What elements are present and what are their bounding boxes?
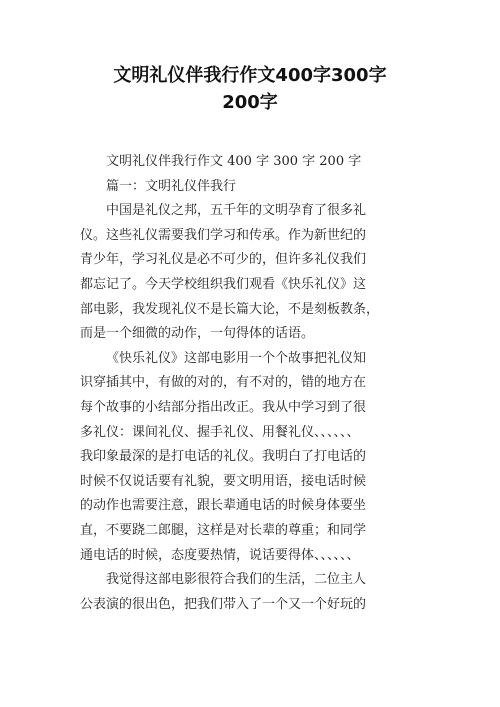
document-body [80, 150, 420, 617]
body-text-line: 直，不要跷二郎腿，这样是对长辈的尊重；和同学 [80, 522, 367, 538]
body-text-line: 多礼仪：课间礼仪、握手礼仪、用餐礼仪、、、、、、 [80, 424, 360, 440]
body-text-line: 我觉得这部电影很符合我们的生活，二位主人 [106, 572, 367, 588]
body-text-line: 部电影，我发现礼仪不是长篇大论，不是刻板教条， [80, 301, 380, 317]
body-text-line: 《快乐礼仪》这部电影用一个个故事把礼仪知 [106, 350, 367, 366]
body-text-line: 识穿插其中，有做的对的，有不对的，错的地方在 [80, 375, 367, 391]
body-text-line: 都忘记了。今天学校组织我们观看《快乐礼仪》这 [80, 276, 367, 292]
body-text-line: 我印象最深的是打电话的礼仪。我明白了打电话的 [80, 449, 367, 465]
body-text-line: 公表演的很出色，把我们带入了一个又一个好玩的 [80, 596, 367, 612]
body-text-line: 仪。这些礼仪需要我们学习和传承。作为新世纪的 [80, 227, 367, 243]
body-text-line: 通电话的时候，态度要热情，说话要得体、、、、、、 [80, 547, 360, 563]
body-text-line: 文明礼仪伴我行作文 400 字 300 字 200 字 [106, 154, 362, 169]
document-title [60, 62, 440, 116]
body-text-line: 而是一个细微的动作，一句得体的话语。 [80, 326, 315, 342]
body-text-line: 的动作也需要注意，跟长辈通电话的时候身体要坐 [80, 498, 367, 514]
body-text-line: 中国是礼仪之邦，五千年的文明孕育了很多礼 [106, 203, 367, 219]
title-line-1: 文明礼仪伴我行作文400字300字 [113, 65, 387, 86]
body-text-line: 篇一：文明礼仪伴我行 [106, 178, 237, 194]
body-text-line: 每个故事的小结部分指出改正。我从中学习到了很 [80, 399, 367, 415]
body-text-line: 青少年，学习礼仪是必不可少的，但许多礼仪我们 [80, 252, 367, 268]
title-line-2: 200字 [222, 92, 278, 113]
body-text-line: 时候不仅说话要有礼貌，要文明用语，接电话时候 [80, 473, 367, 489]
